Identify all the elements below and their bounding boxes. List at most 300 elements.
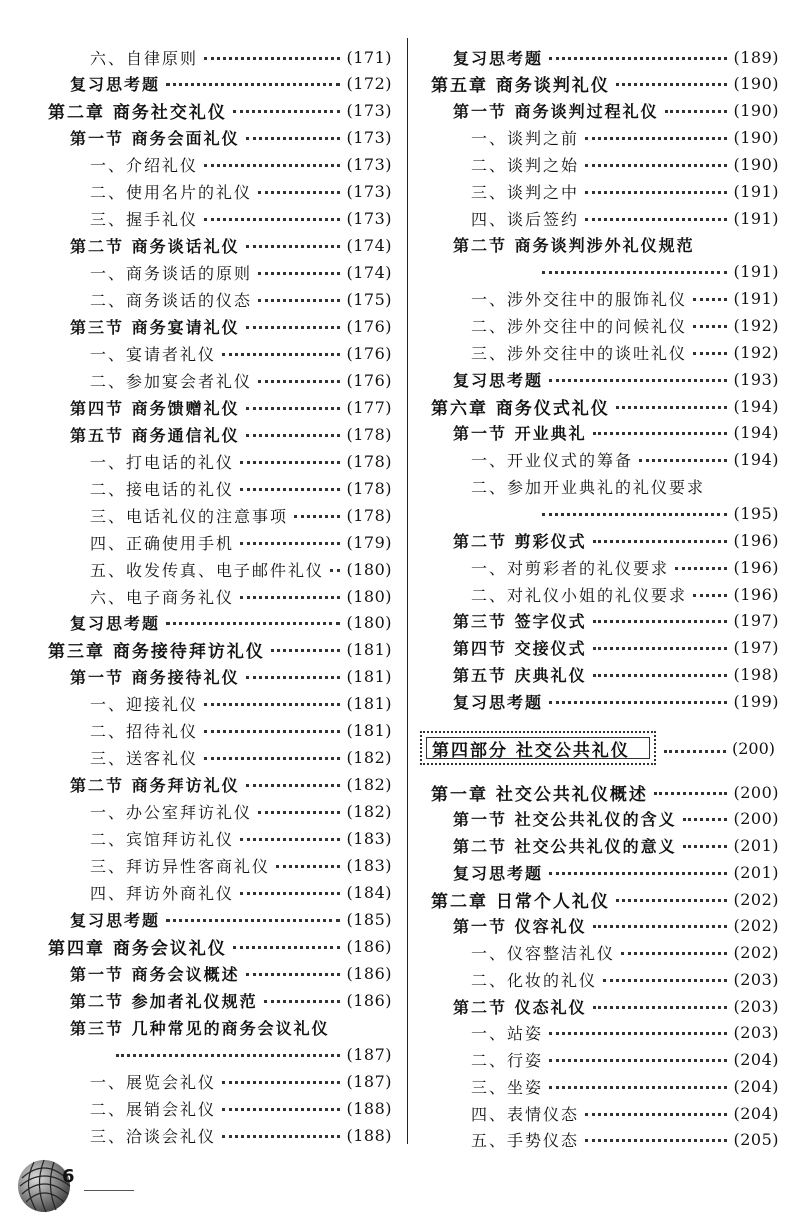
dot-leader	[258, 266, 340, 275]
toc-entry-title: 第三节 签字仪式	[453, 612, 587, 632]
toc-entry[interactable]	[70, 421, 392, 447]
dot-leader	[222, 347, 340, 356]
toc-entry-title: 第三章 商务接待拜访礼仪	[48, 642, 265, 663]
toc-entry-page: (183)	[346, 829, 392, 849]
toc-entry-title: 三、坐姿	[471, 1077, 544, 1097]
toc-entry-page: (200)	[733, 809, 779, 829]
toc-entry[interactable]	[453, 993, 779, 1019]
toc-entry-title: 二、行姿	[471, 1051, 544, 1070]
dot-leader	[204, 158, 340, 167]
toc-entry-title: 二、宾馆拜访礼仪	[90, 830, 235, 850]
toc-entry-title: 一、迎接礼仪	[90, 695, 199, 715]
toc-entry-title: 六、自律原则	[90, 48, 199, 68]
dot-leader	[593, 919, 728, 928]
toc-entry[interactable]	[90, 260, 392, 286]
toc-entry-title: 四、拜访外商礼仪	[90, 883, 235, 903]
toc-entry[interactable]	[70, 1014, 392, 1040]
toc-entry-title: 二、参加开业典礼的礼仪要求	[471, 478, 706, 498]
dot-leader	[654, 786, 728, 795]
dot-leader	[585, 185, 727, 194]
toc-entry[interactable]	[536, 500, 779, 526]
dot-leader	[204, 724, 340, 733]
toc-entry[interactable]	[90, 529, 392, 555]
toc-entry-page: (203)	[733, 1023, 779, 1043]
toc-entry-title: 第一章 社交公共礼仪概述	[431, 784, 648, 805]
dot-leader	[616, 893, 728, 902]
toc-entry-page: (205)	[733, 1130, 779, 1150]
toc-entry-title: 二、使用名片的礼仪	[90, 183, 253, 203]
dot-leader	[585, 1133, 727, 1142]
dot-leader	[693, 588, 727, 597]
dot-leader	[593, 426, 728, 435]
dot-leader	[549, 373, 727, 382]
toc-entry-title: 五、手势仪态	[471, 1131, 580, 1151]
toc-entry[interactable]	[70, 125, 392, 151]
toc-entry[interactable]	[48, 637, 392, 663]
dot-leader	[693, 292, 727, 301]
toc-entry[interactable]	[471, 1047, 779, 1073]
toc-entry[interactable]	[471, 474, 779, 500]
dot-leader	[585, 1107, 727, 1116]
toc-entry[interactable]	[70, 987, 392, 1013]
toc-entry-page: (201)	[733, 836, 779, 855]
toc-entry-title: 第一节 商务接待礼仪	[70, 668, 240, 688]
dot-leader	[616, 400, 728, 409]
toc-entry-title: 第三节 几种常见的商务会议礼仪	[70, 1018, 330, 1038]
dot-leader	[258, 805, 340, 814]
toc-entry-page: (179)	[346, 532, 392, 552]
dot-leader	[166, 77, 340, 86]
toc-entry[interactable]	[90, 583, 392, 609]
toc-entry[interactable]	[70, 772, 392, 798]
dot-leader	[603, 973, 727, 982]
toc-entry-page: (180)	[346, 613, 392, 633]
toc-entry[interactable]	[453, 635, 779, 661]
dot-leader	[240, 536, 340, 545]
toc-entry-page: (182)	[346, 802, 392, 822]
toc-entry-page: (200)	[733, 782, 779, 802]
toc-entry-page: (202)	[733, 889, 779, 909]
toc-entry-title: 一、仪容整洁礼仪	[471, 944, 616, 963]
toc-entry[interactable]	[90, 287, 392, 313]
toc-entry-page: (186)	[346, 990, 392, 1010]
dot-leader	[204, 697, 340, 706]
toc-entry-page: (176)	[346, 343, 392, 363]
toc-entry-page: (202)	[733, 916, 779, 936]
toc-entry-page: (190)	[733, 101, 779, 121]
dot-leader	[246, 967, 341, 976]
toc-entry-page: (181)	[346, 694, 392, 714]
dot-leader	[693, 319, 727, 328]
toc-entry[interactable]	[90, 826, 392, 852]
toc-entry-title: 四、表情仪态	[471, 1104, 580, 1124]
toc-entry-page: (175)	[346, 290, 392, 310]
toc-entry-title: 第二章 商务社交礼仪	[48, 103, 227, 124]
footer-rule	[84, 1190, 134, 1191]
toc-entry[interactable]	[90, 556, 392, 582]
toc-entry[interactable]	[90, 44, 392, 70]
toc-entry[interactable]	[471, 581, 779, 607]
dot-leader	[549, 1026, 727, 1035]
toc-entry-title: 第一节 社交公共礼仪的含义	[453, 810, 677, 830]
toc-entry[interactable]	[90, 691, 392, 717]
toc-entry-page: (194)	[733, 396, 779, 416]
toc-entry-page: (171)	[346, 47, 392, 67]
dot-leader	[593, 641, 728, 650]
toc-entry-page: (188)	[346, 1098, 392, 1118]
toc-entry-title: 复习思考题	[453, 863, 544, 883]
toc-entry-page: (174)	[346, 236, 392, 256]
toc-entry-page: (190)	[733, 128, 779, 148]
toc-entry-page: (176)	[346, 317, 392, 336]
toc-entry[interactable]	[453, 98, 779, 124]
dot-leader	[166, 616, 340, 625]
dot-leader	[246, 320, 341, 329]
toc-entry[interactable]	[453, 859, 779, 885]
dot-leader	[683, 812, 728, 821]
dot-leader	[204, 212, 340, 221]
toc-entry-title: 第四节 交接仪式	[453, 639, 587, 659]
dot-leader	[258, 293, 340, 302]
toc-entry-title: 六、电子商务礼仪	[90, 587, 235, 607]
dot-leader	[258, 185, 340, 194]
toc-entry-title: 复习思考题	[70, 910, 161, 930]
toc-entry[interactable]	[90, 179, 392, 205]
dot-leader	[240, 455, 340, 464]
toc-entry-page: (196)	[733, 530, 779, 550]
toc-entry-page: (182)	[346, 775, 392, 795]
toc-entry-title: 三、电话礼仪的注意事项	[90, 506, 289, 526]
dot-leader	[240, 482, 340, 491]
dot-leader	[593, 668, 728, 677]
toc-entry[interactable]	[90, 448, 392, 474]
toc-entry[interactable]	[90, 502, 392, 528]
toc-entry-title: 一、展览会礼仪	[90, 1072, 217, 1092]
toc-entry[interactable]	[453, 420, 779, 446]
toc-entry-page: (191)	[733, 289, 779, 309]
toc-entry-page: (185)	[346, 909, 392, 929]
toc-entry-page: (203)	[733, 969, 779, 989]
toc-entry-title: 二、涉外交往中的问候礼仪	[471, 317, 688, 336]
toc-entry-title: 第五节 庆典礼仪	[453, 666, 587, 686]
toc-entry[interactable]	[536, 259, 779, 285]
toc-entry-title: 三、涉外交往中的谈吐礼仪	[471, 343, 688, 363]
toc-entry-page: (180)	[346, 586, 392, 606]
toc-entry[interactable]	[471, 286, 779, 312]
dot-leader	[204, 751, 340, 760]
dot-leader	[664, 744, 726, 753]
dot-leader	[246, 131, 341, 140]
dot-leader	[246, 428, 341, 437]
toc-entry[interactable]	[453, 366, 779, 392]
dot-leader	[222, 1102, 340, 1111]
toc-entry[interactable]	[471, 1127, 779, 1153]
toc-entry-title: 一、介绍礼仪	[90, 156, 199, 176]
dot-leader	[233, 104, 341, 113]
dot-leader	[166, 913, 340, 922]
dot-leader	[294, 509, 340, 518]
dot-leader	[264, 994, 341, 1003]
toc-entry[interactable]	[90, 879, 392, 905]
toc-entry[interactable]	[70, 960, 392, 986]
toc-entry-title: 二、对礼仪小姐的礼仪要求	[471, 585, 688, 605]
toc-entry[interactable]	[431, 886, 779, 912]
toc-entry-title: 复习思考题	[453, 692, 544, 712]
toc-entry-title: 三、握手礼仪	[90, 210, 199, 230]
toc-entry[interactable]	[453, 688, 779, 714]
dot-leader	[693, 346, 727, 355]
toc-entry[interactable]	[471, 1100, 779, 1126]
toc-entry[interactable]	[471, 447, 779, 473]
toc-entry-page: (173)	[346, 155, 392, 175]
dot-leader	[222, 1075, 340, 1084]
dot-leader	[549, 1053, 727, 1062]
toc-entry-title: 一、对剪彩者的礼仪要求	[471, 558, 670, 578]
toc-entry-title: 二、化妆的礼仪	[471, 970, 598, 990]
toc-entry[interactable]	[90, 1068, 392, 1094]
toc-entry[interactable]	[453, 232, 779, 258]
toc-entry[interactable]	[90, 799, 392, 825]
toc-entry[interactable]	[70, 394, 392, 420]
dot-leader	[240, 832, 340, 841]
toc-entry[interactable]	[70, 71, 392, 97]
toc-entry-page: (190)	[733, 74, 779, 94]
toc-entry-page: (199)	[733, 691, 779, 711]
dot-leader	[683, 839, 728, 848]
toc-entry[interactable]	[90, 1122, 392, 1148]
toc-entry-page: (186)	[346, 963, 392, 983]
toc-entry-page: (194)	[733, 450, 779, 470]
toc-entry-page: (193)	[733, 369, 779, 389]
toc-entry-page: (195)	[733, 503, 779, 523]
toc-entry-page: (178)	[346, 424, 392, 444]
toc-entry-page: (190)	[733, 154, 779, 174]
toc-entry[interactable]	[90, 152, 392, 178]
toc-entry-page: (191)	[733, 181, 779, 201]
toc-entry[interactable]	[70, 906, 392, 932]
dot-leader	[593, 534, 728, 543]
toc-entry-page: (181)	[346, 667, 392, 687]
toc-entry-title: 一、涉外交往中的服饰礼仪	[471, 290, 688, 310]
toc-entry-page: (191)	[733, 262, 779, 282]
toc-entry-title: 三、洽谈会礼仪	[90, 1126, 217, 1146]
toc-entry[interactable]	[453, 806, 779, 832]
toc-entry[interactable]	[471, 313, 779, 339]
toc-entry-title: 第一节 商务会议概述	[70, 964, 240, 984]
toc-entry-page: (204)	[733, 1103, 779, 1123]
toc-entry-page: (203)	[733, 996, 779, 1016]
toc-entry-page: (180)	[346, 559, 392, 579]
page-number: 6	[62, 1166, 75, 1187]
dot-leader	[585, 131, 727, 140]
toc-entry-title: 一、商务谈话的原则	[90, 264, 253, 284]
toc-entry-page: (188)	[346, 1125, 392, 1145]
dot-leader	[593, 614, 728, 623]
toc-entry-title: 二、招待礼仪	[90, 722, 199, 742]
toc-entry-title: 一、站姿	[471, 1024, 544, 1044]
toc-entry-page: (176)	[346, 370, 392, 390]
toc-entry-title: 二、接电话的礼仪	[90, 479, 235, 499]
toc-entry-page: (196)	[733, 557, 779, 577]
toc-entry-page: (192)	[733, 342, 779, 362]
toc-entry-title: 第二节 剪彩仪式	[453, 531, 587, 551]
toc-entry[interactable]	[90, 718, 392, 744]
toc-entry-title: 五、收发传真、电子邮件礼仪	[90, 560, 325, 580]
dot-leader	[222, 1129, 340, 1138]
toc-entry-page: (187)	[346, 1044, 392, 1064]
dot-leader	[204, 51, 340, 60]
toc-entry[interactable]	[90, 340, 392, 366]
dot-leader	[246, 401, 341, 410]
toc-entry-page: (181)	[346, 640, 392, 660]
dot-leader	[593, 1000, 728, 1009]
toc-entry[interactable]	[70, 233, 392, 259]
dot-leader	[675, 561, 727, 570]
toc-entry-page: (182)	[346, 748, 392, 768]
dot-leader	[549, 51, 727, 60]
toc-entry[interactable]	[90, 475, 392, 501]
part-heading[interactable]: 第四部分 社交公共礼仪	[432, 740, 630, 761]
toc-entry-page: (192)	[733, 316, 779, 335]
toc-entry[interactable]	[70, 664, 392, 690]
toc-entry[interactable]	[453, 44, 779, 70]
dot-leader	[549, 866, 727, 875]
toc-entry-title: 三、拜访异性客商礼仪	[90, 857, 271, 876]
toc-entry-page: (172)	[346, 74, 392, 94]
toc-entry[interactable]	[70, 610, 392, 636]
toc-entry[interactable]	[90, 1095, 392, 1121]
toc-entry-title: 复习思考题	[453, 370, 544, 390]
toc-entry[interactable]	[431, 71, 779, 97]
dot-leader	[240, 590, 340, 599]
column-divider	[407, 38, 408, 1144]
toc-entry-title: 第五章 商务谈判礼仪	[431, 76, 610, 97]
toc-entry-page: (202)	[733, 943, 779, 962]
dot-leader	[240, 886, 340, 895]
toc-entry[interactable]	[471, 1073, 779, 1099]
dot-leader	[542, 265, 727, 274]
toc-entry-title: 第二节 社交公共礼仪的意义	[453, 837, 677, 856]
toc-entry-page: (194)	[733, 423, 779, 443]
toc-entry[interactable]	[453, 662, 779, 688]
toc-entry[interactable]	[471, 151, 779, 177]
toc-entry-page: (201)	[733, 862, 779, 882]
dot-leader	[330, 563, 340, 572]
toc-entry-title: 第二节 商务拜访礼仪	[70, 776, 240, 796]
toc-entry[interactable]	[453, 527, 779, 553]
dot-leader	[549, 695, 727, 704]
dot-leader	[549, 1080, 727, 1089]
toc-entry-page: (184)	[346, 882, 392, 902]
toc-entry-title: 第三节 商务宴请礼仪	[70, 318, 240, 337]
toc-entry[interactable]	[431, 393, 779, 419]
toc-entry-title: 一、打电话的礼仪	[90, 452, 235, 472]
toc-entry-title: 第二节 商务谈话礼仪	[70, 237, 240, 257]
toc-entry-title: 三、谈判之中	[471, 182, 580, 202]
dot-leader	[585, 158, 727, 167]
dot-leader	[233, 940, 341, 949]
dot-leader	[639, 453, 727, 462]
toc-entry[interactable]	[453, 608, 779, 634]
dot-leader	[665, 104, 728, 113]
toc-entry[interactable]	[90, 853, 392, 879]
toc-entry[interactable]	[90, 206, 392, 232]
toc-entry[interactable]	[471, 125, 779, 151]
dot-leader	[621, 946, 727, 955]
dot-leader	[246, 670, 341, 679]
dot-leader	[246, 239, 341, 248]
toc-entry-title: 二、参加宴会者礼仪	[90, 371, 253, 391]
dot-leader	[258, 374, 340, 383]
toc-entry-page: (173)	[346, 128, 392, 148]
toc-entry-title: 四、正确使用手机	[90, 533, 235, 553]
toc-entry-title: 一、谈判之前	[471, 129, 580, 149]
toc-entry-page: (178)	[346, 505, 392, 525]
toc-entry[interactable]	[453, 913, 779, 939]
toc-entry-page: (198)	[733, 665, 779, 685]
toc-entry[interactable]	[48, 98, 392, 124]
dot-leader	[585, 212, 727, 221]
toc-entry-page: (189)	[733, 47, 779, 67]
toc-entry-page: (204)	[733, 1050, 779, 1069]
toc-entry[interactable]	[70, 314, 392, 340]
toc-entry[interactable]	[90, 745, 392, 771]
toc-entry-page: (191)	[733, 208, 779, 228]
toc-entry-title: 第二节 仪态礼仪	[453, 997, 587, 1017]
toc-entry-page: (177)	[346, 397, 392, 417]
toc-entry-title: 第二节 参加者礼仪规范	[70, 991, 258, 1011]
toc-entry-page: (174)	[346, 263, 392, 283]
toc-entry[interactable]	[471, 940, 779, 966]
toc-entry-title: 一、开业仪式的筹备	[471, 451, 634, 471]
toc-entry-page: (173)	[346, 182, 392, 202]
toc-entry[interactable]	[110, 1041, 392, 1067]
toc-entry[interactable]	[471, 339, 779, 365]
toc-entry-page: (178)	[346, 451, 392, 471]
toc-entry-page: (196)	[733, 584, 779, 604]
toc-entry-title: 第一节 商务谈判过程礼仪	[453, 102, 659, 122]
toc-entry[interactable]	[471, 205, 779, 231]
toc-entry[interactable]	[471, 554, 779, 580]
toc-entry[interactable]	[431, 779, 779, 805]
toc-entry-title: 第一节 商务会面礼仪	[70, 129, 240, 149]
toc-entry[interactable]	[471, 966, 779, 992]
toc-entry-title: 第五节 商务通信礼仪	[70, 425, 240, 445]
toc-entry-page: (178)	[346, 478, 392, 498]
toc-entry[interactable]	[48, 933, 392, 959]
toc-entry-page: (197)	[733, 638, 779, 658]
toc-entry-page: (173)	[346, 209, 392, 229]
toc-entry-title: 第二节 商务谈判涉外礼仪规范	[453, 236, 695, 256]
toc-entry-title: 第四章 商务会议礼仪	[48, 938, 227, 959]
toc-entry-title: 第二章 日常个人礼仪	[431, 891, 610, 912]
dot-leader	[542, 507, 727, 516]
toc-entry-title: 一、办公室拜访礼仪	[90, 803, 253, 823]
toc-entry-title: 二、展销会礼仪	[90, 1099, 217, 1119]
dot-leader	[246, 778, 341, 787]
toc-entry[interactable]	[90, 367, 392, 393]
toc-entry-title: 第一节 开业典礼	[453, 424, 587, 444]
toc-entry-page: (204)	[733, 1076, 779, 1096]
toc-entry[interactable]	[471, 1020, 779, 1046]
toc-entry[interactable]	[453, 833, 779, 859]
toc-entry-title: 复习思考题	[70, 614, 161, 634]
toc-entry-title: 三、送客礼仪	[90, 749, 199, 769]
toc-entry[interactable]	[471, 178, 779, 204]
toc-entry-title: 一、宴请者礼仪	[90, 344, 217, 364]
dot-leader	[271, 643, 341, 652]
toc-entry-page: (173)	[346, 101, 392, 121]
